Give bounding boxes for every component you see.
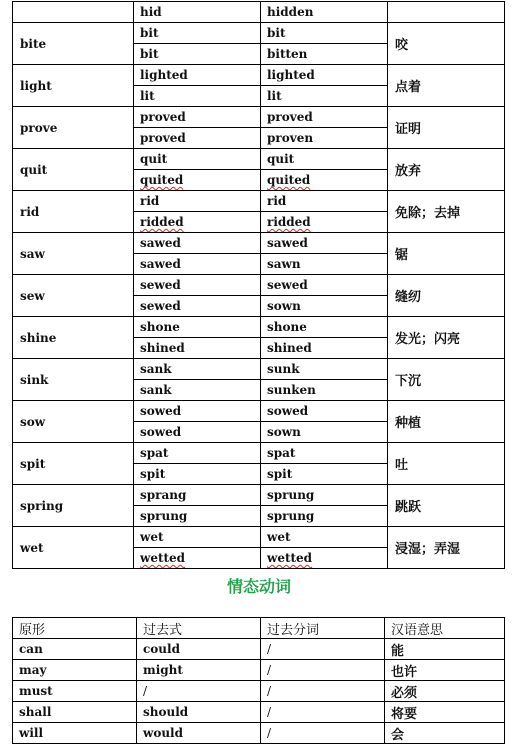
verb-group-row (13, 233, 505, 275)
past-tense-cell (134, 107, 261, 149)
verb-form (134, 548, 260, 568)
verb-form-text: sprung (140, 509, 188, 523)
base-form-cell: saw (13, 233, 134, 275)
past-tense-cell (134, 233, 261, 275)
verb-form (134, 443, 260, 464)
verb-form (134, 485, 260, 506)
table-cell: can (13, 639, 137, 660)
meaning-cell (388, 2, 505, 23)
verb-group-row (13, 149, 505, 191)
past-tense-cell (134, 65, 261, 107)
header-cell: 过去式 (137, 618, 261, 639)
verb-form-text: quit (267, 152, 295, 166)
verb-form (261, 359, 387, 380)
table-row (13, 639, 505, 660)
verb-form-text: wetted (140, 551, 186, 565)
base-form-cell: rid (13, 191, 134, 233)
verb-form (261, 191, 387, 212)
verb-form (134, 44, 260, 64)
past-tense-cell (134, 191, 261, 233)
verb-form (261, 107, 387, 128)
past-tense-cell (134, 275, 261, 317)
base-form-cell: spit (13, 443, 134, 485)
table-cell: / (261, 660, 385, 681)
verb-form-text: sowed (140, 404, 182, 418)
verb-form (134, 296, 260, 316)
verb-form (134, 65, 260, 86)
base-form-cell: spring (13, 485, 134, 527)
verb-form-text: spat (140, 446, 169, 460)
past-tense-cell (134, 23, 261, 65)
table-row (13, 702, 505, 723)
verb-form-text: shined (267, 341, 312, 355)
past-participle-cell (261, 485, 388, 527)
verb-form (134, 23, 260, 44)
verb-form (134, 86, 260, 106)
table-cell: should (137, 702, 261, 723)
table-cell: will (13, 723, 137, 744)
verb-form (261, 506, 387, 526)
verb-form-text: sank (140, 362, 172, 376)
verb-group-row (13, 527, 505, 569)
verb-form (134, 380, 260, 400)
verb-form (261, 170, 387, 190)
verb-group-row (13, 443, 505, 485)
header-row (13, 618, 505, 639)
verb-form-text: lit (267, 89, 282, 103)
verb-form (261, 380, 387, 400)
base-form-cell: shine (13, 317, 134, 359)
modal-verbs-title: 情态动词 (226, 577, 291, 596)
table-cell: might (137, 660, 261, 681)
table-cell: 将要 (385, 702, 505, 723)
modal-verb-table (12, 617, 505, 744)
meaning-cell: 免除；去掉 (388, 191, 505, 233)
verb-form-text: wet (267, 530, 291, 544)
verb-form-text: lighted (140, 68, 188, 82)
verb-form-text: proved (140, 131, 186, 145)
verb-form-text: sawed (140, 257, 181, 271)
verb-group-row (13, 275, 505, 317)
header-cell: 过去分词 (261, 618, 385, 639)
past-participle-cell (261, 275, 388, 317)
table-row (13, 723, 505, 744)
verb-form-text: sank (140, 383, 172, 397)
past-participle-cell (261, 527, 388, 569)
verb-form (261, 443, 387, 464)
verb-form-text: sunk (267, 362, 300, 376)
verb-form (134, 506, 260, 526)
meaning-cell: 种植 (388, 401, 505, 443)
verb-form (261, 527, 387, 548)
past-tense-cell (134, 527, 261, 569)
base-form-cell: sew (13, 275, 134, 317)
meaning-cell: 放弃 (388, 149, 505, 191)
table-cell: must (13, 681, 137, 702)
verb-form (134, 233, 260, 254)
verb-form (134, 464, 260, 484)
verb-form (134, 401, 260, 422)
verb-form-text: quited (267, 173, 311, 187)
meaning-cell: 吐 (388, 443, 505, 485)
verb-group-row (13, 359, 505, 401)
base-form-cell (13, 2, 134, 23)
verb-form (261, 254, 387, 274)
table-row (13, 2, 505, 23)
verb-form-text: rid (140, 194, 160, 208)
verb-form-text: sprang (140, 488, 187, 502)
verb-form (134, 128, 260, 148)
verb-form-text: sawn (267, 257, 301, 271)
past-participle-cell (261, 401, 388, 443)
table-cell: would (137, 723, 261, 744)
verb-form (134, 191, 260, 212)
verb-form (261, 44, 387, 64)
verb-form-text: sprung (267, 509, 315, 523)
base-form-cell: wet (13, 527, 134, 569)
table-cell: / (261, 681, 385, 702)
meaning-cell: 跳跃 (388, 485, 505, 527)
meaning-cell: 发光；闪亮 (388, 317, 505, 359)
table-cell: / (261, 639, 385, 660)
table-cell: / (261, 702, 385, 723)
verb-form (261, 128, 387, 148)
verb-form (134, 338, 260, 358)
verb-form (261, 275, 387, 296)
verb-form-text: sowed (267, 404, 309, 418)
verb-form (134, 527, 260, 548)
verb-form (261, 485, 387, 506)
verb-form-text: sawed (267, 236, 308, 250)
meaning-cell: 证明 (388, 107, 505, 149)
verb-form-text: sown (267, 425, 301, 439)
base-form-cell: bite (13, 23, 134, 65)
past-tense-cell (134, 485, 261, 527)
verb-form (261, 401, 387, 422)
base-form-cell: prove (13, 107, 134, 149)
verb-form (261, 65, 387, 86)
past-participle-cell (261, 317, 388, 359)
verb-form-text: sawed (140, 236, 181, 250)
verb-form (261, 212, 387, 232)
verb-form-text: sunken (267, 383, 316, 397)
table-cell: could (137, 639, 261, 660)
meaning-cell: 锯 (388, 233, 505, 275)
verb-form-text: proven (267, 131, 314, 145)
verb-form (261, 464, 387, 484)
table-row (13, 681, 505, 702)
past-tense-cell (134, 317, 261, 359)
verb-form-text: spit (140, 467, 166, 481)
verb-form-text: wetted (267, 551, 313, 565)
table-cell: shall (13, 702, 137, 723)
verb-form (261, 149, 387, 170)
verb-group-row (13, 485, 505, 527)
past-participle-cell (261, 191, 388, 233)
base-form-cell: sow (13, 401, 134, 443)
base-form-cell: quit (13, 149, 134, 191)
verb-group-row (13, 23, 505, 65)
verb-form-text: wet (140, 530, 164, 544)
verb-form-text: lit (140, 89, 155, 103)
verb-form-text: proved (267, 110, 313, 124)
verb-form-text: quited (140, 173, 184, 187)
past-tense-cell: hid (134, 2, 261, 23)
verb-form (261, 422, 387, 442)
verb-form (261, 86, 387, 106)
verb-form-text: shined (140, 341, 185, 355)
verb-form-text: bit (140, 26, 159, 40)
header-cell: 原形 (13, 618, 137, 639)
meaning-cell: 下沉 (388, 359, 505, 401)
past-tense-cell (134, 359, 261, 401)
table-cell: / (261, 723, 385, 744)
verb-form-text: sprung (267, 488, 315, 502)
meaning-cell: 浸湿；弄湿 (388, 527, 505, 569)
verb-form-text: lighted (267, 68, 315, 82)
verb-form-text: ridded (267, 215, 311, 229)
verb-form-text: spat (267, 446, 296, 460)
verb-form-text: bit (140, 47, 159, 61)
verb-form (134, 107, 260, 128)
verb-form-text: ridded (140, 215, 184, 229)
verb-form (134, 254, 260, 274)
meaning-cell: 缝纫 (388, 275, 505, 317)
verb-form-text: bitten (267, 47, 308, 61)
base-form-cell: sink (13, 359, 134, 401)
verb-form-text: bit (267, 26, 286, 40)
table-cell: may (13, 660, 137, 681)
verb-group-row (13, 191, 505, 233)
table-cell: 能 (385, 639, 505, 660)
verb-form (261, 338, 387, 358)
verb-form-text: rid (267, 194, 287, 208)
past-participle-cell: hidden (261, 2, 388, 23)
base-form-cell: light (13, 65, 134, 107)
verb-form-text: spit (267, 467, 293, 481)
verb-group-row (13, 107, 505, 149)
meaning-cell: 咬 (388, 23, 505, 65)
table-row (13, 660, 505, 681)
verb-group-row (13, 317, 505, 359)
past-participle-cell (261, 23, 388, 65)
meaning-cell: 点着 (388, 65, 505, 107)
verb-form (134, 212, 260, 232)
verb-form (134, 170, 260, 190)
table-cell: 必须 (385, 681, 505, 702)
verb-form (261, 317, 387, 338)
verb-form (261, 233, 387, 254)
past-tense-cell (134, 401, 261, 443)
table-cell: / (137, 681, 261, 702)
irregular-verb-table (12, 1, 505, 569)
verb-form-text: sowed (140, 425, 182, 439)
verb-form-text: quit (140, 152, 168, 166)
past-participle-cell (261, 443, 388, 485)
verb-form-text: shone (267, 320, 307, 334)
verb-form (134, 422, 260, 442)
verb-form-text: shone (140, 320, 180, 334)
header-cell: 汉语意思 (385, 618, 505, 639)
past-participle-cell (261, 107, 388, 149)
verb-form (134, 359, 260, 380)
verb-form (134, 275, 260, 296)
verb-form-text: sewed (140, 299, 181, 313)
past-tense-cell (134, 443, 261, 485)
verb-form-text: proved (140, 110, 186, 124)
past-participle-cell (261, 233, 388, 275)
past-participle-cell (261, 149, 388, 191)
verb-form (261, 23, 387, 44)
verb-form-text: sewed (140, 278, 181, 292)
verb-form-text: sewed (267, 278, 308, 292)
verb-form-text: sown (267, 299, 301, 313)
table-cell: 会 (385, 723, 505, 744)
verb-form (261, 548, 387, 568)
past-participle-cell (261, 65, 388, 107)
verb-group-row (13, 401, 505, 443)
verb-form (134, 149, 260, 170)
past-tense-cell (134, 149, 261, 191)
table-cell: 也许 (385, 660, 505, 681)
verb-form (261, 296, 387, 316)
verb-form (134, 317, 260, 338)
verb-group-row (13, 65, 505, 107)
past-participle-cell (261, 359, 388, 401)
